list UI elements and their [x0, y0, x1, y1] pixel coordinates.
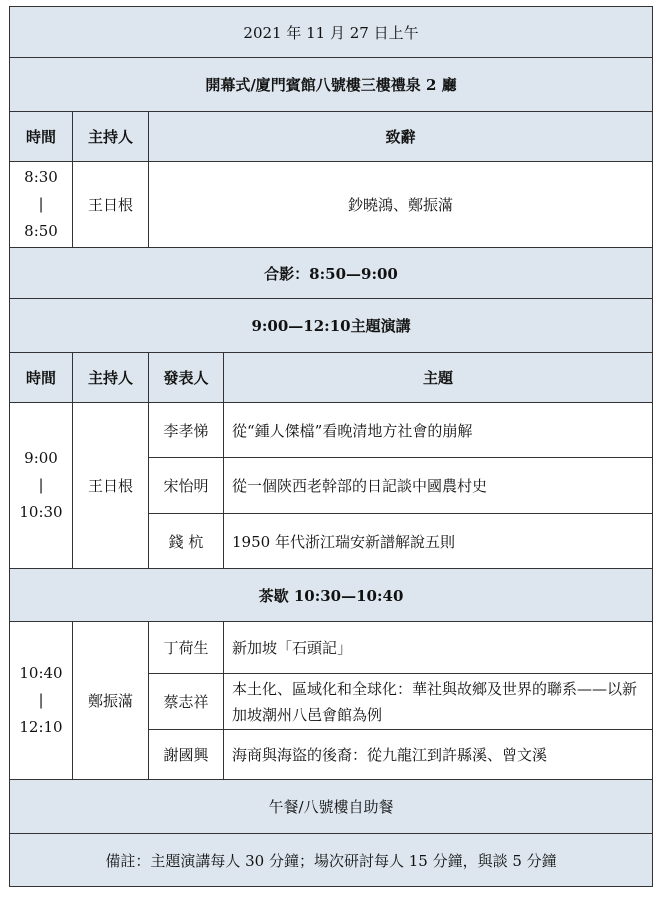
note-cell: 備註：主題演講每人 30 分鐘；場次研討每人 15 分鐘，與談 5 分鐘 [10, 834, 653, 887]
keynote-cell: 9:00—12:10主題演講 [10, 299, 653, 353]
opening-host: 王日根 [73, 162, 149, 248]
schedule-table [9, 6, 653, 887]
session1-host: 王日根 [73, 403, 149, 569]
opening-time-sep: | [38, 195, 44, 213]
header2-topic: 主題 [224, 353, 653, 403]
session1-time-sep: | [38, 476, 44, 494]
session1-time-cell [10, 403, 73, 569]
session2-host: 鄭振滿 [73, 622, 149, 780]
opening-speakers: 鈔曉鴻、鄭振滿 [149, 162, 653, 248]
presenter-cell: 李孝悌 [149, 403, 224, 458]
opening-row [10, 58, 653, 112]
session2-time-end: 12:10 [19, 718, 63, 736]
note-row [10, 834, 653, 887]
opening-time-cell [10, 162, 73, 248]
topic-cell: 1950 年代浙江瑞安新譜解說五則 [224, 514, 653, 569]
header-time: 時間 [10, 112, 73, 162]
table-row [10, 403, 653, 458]
opening-time-start: 8:30 [24, 168, 58, 186]
topic-cell: 本土化、區域化和全球化：華社與故鄉及世界的聯系——以新加坡潮州八邑會館為例 [224, 674, 653, 730]
photo-row [10, 248, 653, 299]
tea-cell: 茶歇 10:30—10:40 [10, 569, 653, 622]
header-row-2 [10, 353, 653, 403]
session1-time-end: 10:30 [19, 503, 63, 521]
table-row [10, 622, 653, 674]
header-host: 主持人 [73, 112, 149, 162]
presenter-cell: 謝國興 [149, 730, 224, 780]
session1-time-start: 9:00 [24, 449, 58, 467]
presenter-cell: 錢 杭 [149, 514, 224, 569]
opening-cell: 開幕式/廈門賓館八號樓三樓禮泉 2 廳 [10, 58, 653, 112]
topic-cell: 從“鍾人傑檔”看晚清地方社會的崩解 [224, 403, 653, 458]
session2-time-start: 10:40 [19, 664, 63, 682]
topic-cell: 海商與海盜的後裔：從九龍江到許縣溪、曾文溪 [224, 730, 653, 780]
date-row [10, 7, 653, 58]
lunch-row [10, 780, 653, 834]
session2-time-sep: | [38, 691, 44, 709]
keynote-row [10, 299, 653, 353]
header2-time: 時間 [10, 353, 73, 403]
header2-host: 主持人 [73, 353, 149, 403]
header2-presenter: 發表人 [149, 353, 224, 403]
photo-cell: 合影：8:50—9:00 [10, 248, 653, 299]
lunch-cell: 午餐/八號樓自助餐 [10, 780, 653, 834]
header-row-1 [10, 112, 653, 162]
header-speech: 致辭 [149, 112, 653, 162]
opening-time-end: 8:50 [24, 222, 58, 240]
tea-row [10, 569, 653, 622]
presenter-cell: 蔡志祥 [149, 674, 224, 730]
date-cell: 2021 年 11 月 27 日上午 [10, 7, 653, 58]
presenter-cell: 丁荷生 [149, 622, 224, 674]
presenter-cell: 宋怡明 [149, 458, 224, 514]
topic-cell: 新加坡「石頭記」 [224, 622, 653, 674]
session2-time-cell [10, 622, 73, 780]
topic-cell: 從一個陝西老幹部的日記談中國農村史 [224, 458, 653, 514]
opening-speech-row [10, 162, 653, 248]
